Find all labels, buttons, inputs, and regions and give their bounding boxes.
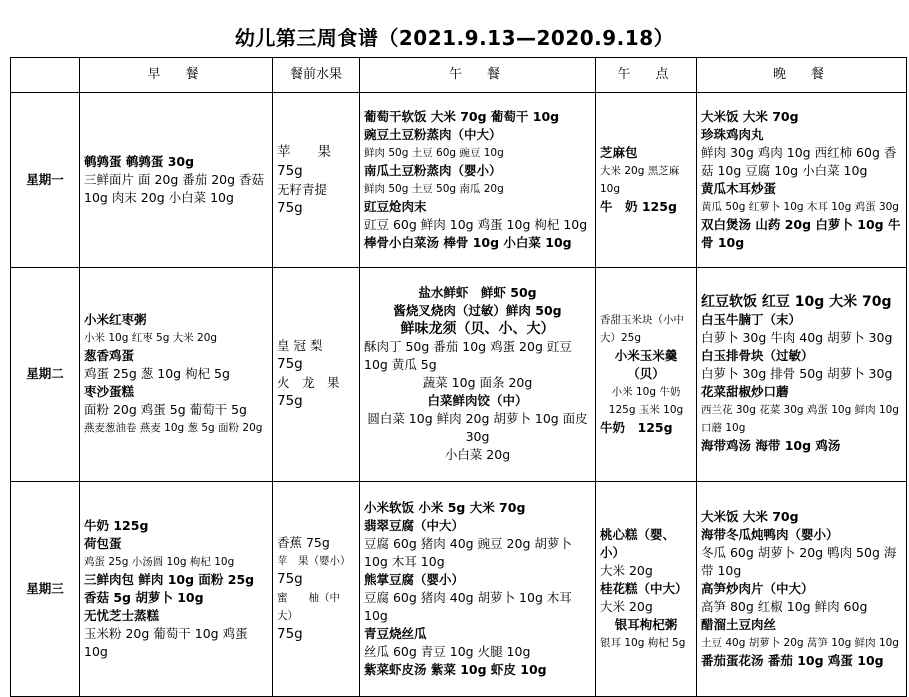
- menu-line: 小米 10g 牛奶 125g 玉米 10g: [608, 386, 684, 417]
- menu-line: 牛 奶 125g: [600, 199, 677, 215]
- menu-line: 大米 20g: [600, 599, 653, 615]
- menu-line: 珍珠鸡肉丸: [701, 127, 764, 143]
- menu-line: 高笋炒肉片（中大）: [701, 581, 814, 597]
- menu-line: 盐水鲜虾 鲜虾 50g: [418, 285, 537, 301]
- menu-line: 花菜甜椒炒口蘑: [701, 384, 789, 400]
- dinner-cell: [697, 267, 907, 482]
- menu-line: 75g: [277, 162, 303, 179]
- menu-line: 豆腐 60g 猪肉 40g 胡萝卜 10g 木耳 10g: [364, 590, 572, 624]
- menu-line: 无籽青提: [277, 181, 328, 197]
- menu-line: 豌豆土豆粉蒸肉（中大）: [364, 127, 502, 143]
- snack-cell: [596, 93, 697, 267]
- menu-line: 鲜肉 50g 土豆 50g 南瓜 20g: [364, 183, 504, 196]
- header-fruit: 餐前水果: [273, 58, 360, 93]
- menu-line: 桂花糕（中大）: [600, 581, 688, 597]
- menu-line: 玉米粉 20g 葡萄干 10g 鸡蛋 10g: [84, 626, 248, 660]
- table-row: [11, 482, 907, 697]
- menu-line: 豇豆 60g 鲜肉 10g 鸡蛋 10g 枸杞 10g: [364, 217, 588, 233]
- menu-line: 双白煲汤 山药 20g 白萝卜 10g 牛骨 10g: [701, 217, 901, 251]
- menu-line: 小米红枣粥: [84, 312, 147, 328]
- lunch-cell: [360, 482, 596, 697]
- menu-line: 大米 20g: [600, 563, 653, 579]
- menu-line: 白菜鲜肉饺（中）: [427, 393, 528, 409]
- menu-line: 75g: [277, 199, 303, 216]
- header-snack: 午 点: [596, 58, 697, 93]
- menu-line: 葡萄干软饭 大米 70g 葡萄干 10g: [364, 109, 560, 125]
- menu-line: 香甜玉米块（小中大）25g: [600, 314, 684, 345]
- menu-line: 海带鸡汤 海带 10g 鸡汤: [701, 438, 841, 454]
- menu-line: 桃心糕（婴、小）: [600, 527, 676, 561]
- menu-line: 西兰花 30g 花菜 30g 鸡蛋 10g 鲜肉 10g 口蘑 10g: [701, 404, 899, 435]
- menu-line: 大米饭 大米 70g: [701, 109, 799, 125]
- menu-line: 75g: [277, 626, 303, 643]
- menu-line: 皇 冠 梨: [277, 338, 323, 354]
- menu-line: 黄瓜 50g 红萝卜 10g 木耳 10g 鸡蛋 30g: [701, 201, 899, 214]
- menu-line: 三鲜肉包 鲜肉 10g 面粉 25g 香菇 5g 胡萝卜 10g: [84, 572, 255, 606]
- menu-line: 土豆 40g 胡萝卜 20g 莴笋 10g 鲜肉 10g: [701, 637, 899, 650]
- menu-line: 南瓜土豆粉蒸肉（婴小）: [364, 163, 502, 179]
- menu-line: 白萝卜 30g 牛肉 40g 胡萝卜 30g: [701, 330, 893, 346]
- menu-line: 冬瓜 60g 胡萝卜 20g 鸭肉 50g 海带 10g: [701, 545, 897, 579]
- page-title: 幼儿第三周食谱（2021.9.13—2020.9.18）: [234, 26, 675, 50]
- menu-line: 豇豆炝肉末: [364, 199, 427, 215]
- menu-line: 豆腐 60g 猪肉 40g 豌豆 20g 胡萝卜 10g 木耳 10g: [364, 536, 572, 570]
- menu-line: 翡翠豆腐（中大）: [364, 518, 465, 534]
- menu-line: 酥肉丁 50g 番茄 10g 鸡蛋 20g 豇豆 10g 黄瓜 5g: [364, 339, 572, 373]
- menu-line: 三鲜面片 面 20g 番茄 20g 香菇 10g 肉末 20g 小白菜 10g: [84, 172, 265, 206]
- lunch-cell: [360, 267, 596, 482]
- menu-line: 荷包蛋: [84, 536, 122, 552]
- menu-line: 棒骨小白菜汤 棒骨 10g 小白菜 10g: [364, 235, 572, 251]
- menu-line: 青豆烧丝瓜: [364, 626, 427, 642]
- fruit-cell: [273, 93, 360, 267]
- header-corner: [11, 58, 80, 93]
- menu-line: 鲜味龙须（贝、小、大）: [400, 321, 555, 338]
- menu-line: 75g: [277, 356, 303, 373]
- day-label: 星期三: [11, 482, 80, 697]
- snack-cell: [596, 482, 697, 697]
- menu-line: 75g: [277, 393, 303, 410]
- table-row: [11, 267, 907, 482]
- menu-line: 白萝卜 30g 排骨 50g 胡萝卜 30g: [701, 366, 893, 382]
- menu-line: 鲜肉 30g 鸡肉 10g 西红柿 60g 香菇 10g 豆腐 10g 小白菜 10g: [701, 145, 897, 179]
- menu-line: 银耳 10g 枸杞 5g: [600, 637, 686, 650]
- header-breakfast: 早 餐: [80, 58, 273, 93]
- day-label: 星期二: [11, 267, 80, 482]
- breakfast-cell: [80, 267, 273, 482]
- fruit-cell: [273, 482, 360, 697]
- menu-line: 75g: [277, 571, 303, 588]
- fruit-cell: [273, 267, 360, 482]
- menu-line: 牛奶 125g: [84, 518, 149, 534]
- header-row: [11, 58, 907, 93]
- menu-line: 蜜 柚（中大）: [277, 592, 340, 623]
- menu-line: 丝瓜 60g 青豆 10g 火腿 10g: [364, 644, 531, 660]
- breakfast-cell: [80, 482, 273, 697]
- menu-line: 小白菜 20g: [444, 447, 511, 463]
- menu-line: 小米软饭 小米 5g 大米 70g: [364, 500, 526, 516]
- menu-line: 酱烧叉烧肉（过敏）鲜肉 50g: [393, 303, 562, 319]
- menu-line: 白玉排骨块（过敏）: [701, 348, 814, 364]
- header-dinner: 晚 餐: [697, 58, 907, 93]
- menu-line: 牛奶 125g: [600, 420, 673, 436]
- menu-line: 白玉牛腩丁（末）: [701, 312, 802, 328]
- menu-line: 醋溜土豆肉丝: [701, 617, 777, 633]
- menu-line: 芝麻包: [600, 145, 638, 161]
- menu-line: 苹 果: [277, 143, 331, 160]
- dinner-cell: [697, 93, 907, 267]
- menu-line: 大米饭 大米 70g: [701, 509, 799, 525]
- menu-line: 大米 20g 黑芝麻 10g: [600, 165, 680, 196]
- menu-line: 鹌鹑蛋 鹌鹑蛋 30g: [84, 154, 195, 170]
- menu-line: 番茄蛋花汤 番茄 10g 鸡蛋 10g: [701, 653, 884, 669]
- menu-line: 面粉 20g 鸡蛋 5g 葡萄干 5g: [84, 402, 247, 418]
- header-lunch: 午 餐: [360, 58, 596, 93]
- menu-line: 紫菜虾皮汤 紫菜 10g 虾皮 10g: [364, 662, 547, 678]
- menu-line: 苹 果（婴小）: [277, 555, 351, 568]
- day-label: 星期一: [11, 93, 80, 267]
- menu-line: 红豆软饭 红豆 10g 大米 70g: [701, 294, 892, 311]
- snack-cell: [596, 267, 697, 482]
- menu-line: 银耳枸杞粥: [614, 617, 678, 633]
- menu-line: 海带冬瓜炖鸭肉（婴小）: [701, 527, 839, 543]
- menu-line: 熊掌豆腐（婴小）: [364, 572, 465, 588]
- lunch-cell: [360, 93, 596, 267]
- menu-line: 葱香鸡蛋: [84, 348, 135, 364]
- menu-line: 枣沙蛋糕: [84, 384, 135, 400]
- menu-line: 无忧芝士蒸糕: [84, 608, 160, 624]
- menu-line: 黄瓜木耳炒蛋: [701, 181, 777, 197]
- menu-line: 鸡蛋 25g 葱 10g 枸杞 5g: [84, 366, 230, 382]
- dinner-cell: [697, 482, 907, 697]
- menu-line: 圆白菜 10g 鲜肉 20g 胡萝卜 10g 面皮 30g: [367, 411, 588, 445]
- menu-line: 火 龙 果: [277, 375, 340, 391]
- menu-line: 蔬菜 10g 面条 20g: [422, 375, 533, 391]
- menu-line: 小米玉米羹（贝）: [614, 348, 678, 382]
- breakfast-cell: [80, 93, 273, 267]
- menu-line: 香蕉 75g: [277, 535, 330, 551]
- menu-line: 燕麦葱油卷 燕麦 10g 葱 5g 面粉 20g: [84, 422, 263, 435]
- menu-line: 鲜肉 50g 土豆 60g 豌豆 10g: [364, 147, 504, 160]
- menu-line: 高笋 80g 红椒 10g 鲜肉 60g: [701, 599, 868, 615]
- menu-line: 小米 10g 红枣 5g 大米 20g: [84, 332, 218, 345]
- menu-table: [10, 57, 907, 697]
- menu-line: 鸡蛋 25g 小汤圆 10g 枸杞 10g: [84, 556, 235, 569]
- table-row: [11, 93, 907, 267]
